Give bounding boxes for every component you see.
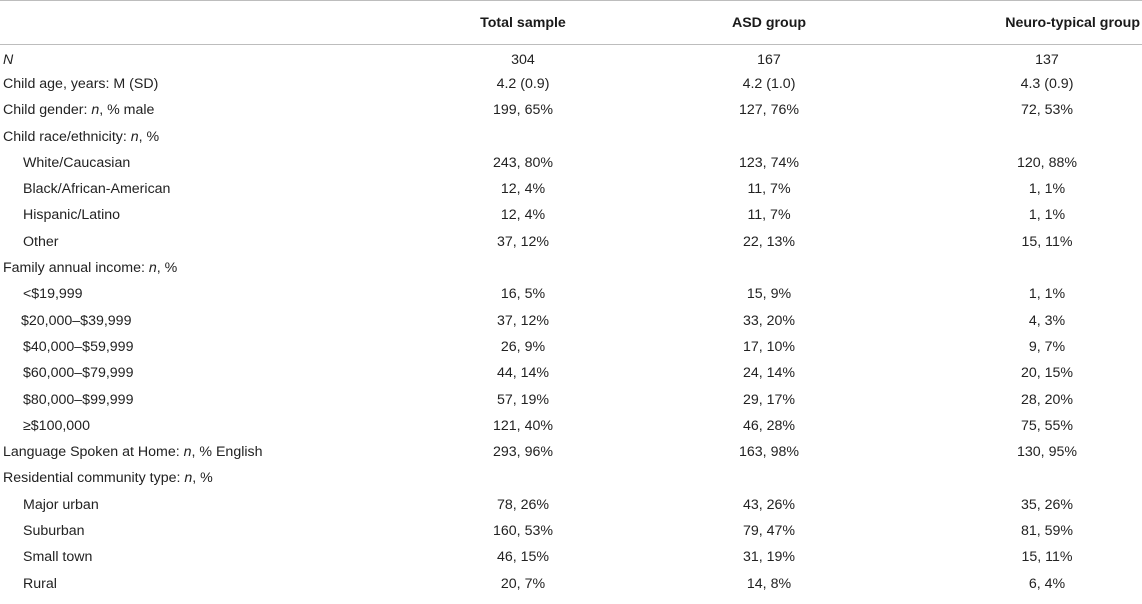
row-label <box>0 123 400 149</box>
table-row <box>0 281 1142 307</box>
row-label <box>0 229 400 255</box>
table-row <box>0 150 1142 176</box>
neurotypical-group-cell: 137 <box>1035 52 1059 69</box>
neurotypical-group-cell: 35, 26% <box>1020 496 1074 513</box>
total-sample-cell: 46, 15% <box>496 549 550 566</box>
table-row <box>0 97 1142 123</box>
neurotypical-group-cell: 28, 20% <box>1020 391 1074 408</box>
row-label-text: White/Caucasian <box>23 154 131 171</box>
asd-group-cell: 127, 76% <box>739 102 799 119</box>
table-row <box>0 360 1142 386</box>
row-label <box>0 97 400 123</box>
table-row <box>0 123 1142 149</box>
neurotypical-group-cell: 15, 11% <box>1021 233 1073 250</box>
total-sample-cell: 26, 9% <box>500 338 546 355</box>
row-label <box>0 360 400 386</box>
total-sample-cell <box>400 465 646 491</box>
row-label-text: ≥$100,000 <box>23 417 90 434</box>
neurotypical-group-cell: 20, 15% <box>1020 365 1074 382</box>
asd-group-cell: 43, 26% <box>742 496 796 513</box>
asd-group-cell <box>646 255 892 281</box>
row-label-text: Black/African-American <box>23 181 171 198</box>
table-row <box>0 71 1142 97</box>
row-label-text: Hispanic/Latino <box>23 207 121 224</box>
asd-group-cell: 11, 7% <box>747 181 791 198</box>
row-label-text: Child gender: <box>3 102 92 119</box>
total-sample-cell: 57, 19% <box>496 391 550 408</box>
table-body <box>0 45 1142 597</box>
row-label-italic: n <box>91 102 100 119</box>
neurotypical-group-cell <box>892 123 1142 149</box>
table-row <box>0 176 1142 202</box>
neurotypical-group-cell: 1, 1% <box>1028 181 1066 198</box>
neurotypical-group-cell <box>892 255 1142 281</box>
table-row <box>0 439 1142 465</box>
total-sample-cell: 4.2 (0.9) <box>496 75 550 92</box>
table-row <box>0 229 1142 255</box>
row-label <box>0 307 400 333</box>
neurotypical-group-cell <box>892 465 1142 491</box>
neurotypical-group-cell: 1, 1% <box>1028 207 1066 224</box>
row-label-text: Family annual income: <box>3 260 149 277</box>
asd-group-cell: 33, 20% <box>742 312 796 329</box>
neurotypical-group-cell: 130, 95% <box>1017 444 1077 461</box>
asd-group-cell: 24, 14% <box>742 365 796 382</box>
asd-group-cell <box>646 465 892 491</box>
total-sample-cell: 37, 12% <box>496 233 550 250</box>
total-sample-cell: 293, 96% <box>493 444 553 461</box>
row-label-text: Rural <box>23 575 57 592</box>
table-header <box>0 1 1142 45</box>
row-label-italic: n <box>148 260 157 277</box>
neurotypical-group-cell: 4, 3% <box>1028 312 1066 329</box>
header-asd-group: ASD group <box>646 1 892 45</box>
neurotypical-group-cell: 6, 4% <box>1028 575 1066 592</box>
row-label-text: Language Spoken at Home: <box>3 444 184 461</box>
neurotypical-group-cell: 75, 55% <box>1020 417 1074 434</box>
row-label-italic: n <box>130 128 139 145</box>
header-row <box>0 1 1142 45</box>
table-row <box>0 492 1142 518</box>
total-sample-cell: 20, 7% <box>500 575 546 592</box>
asd-group-cell <box>646 123 892 149</box>
row-label-suffix: , % <box>192 470 213 487</box>
row-label <box>0 334 400 360</box>
total-sample-cell: 44, 14% <box>496 365 550 382</box>
neurotypical-group-cell: 81, 59% <box>1020 522 1074 539</box>
total-sample-cell: 121, 40% <box>493 417 553 434</box>
row-label <box>0 386 400 412</box>
row-label <box>0 281 400 307</box>
row-label-suffix: , % English <box>191 444 263 461</box>
row-label <box>0 176 400 202</box>
asd-group-cell: 22, 13% <box>742 233 796 250</box>
asd-group-cell: 79, 47% <box>742 522 796 539</box>
total-sample-cell: 160, 53% <box>493 522 553 539</box>
asd-group-cell: 167 <box>757 52 781 69</box>
neurotypical-group-cell: 9, 7% <box>1028 338 1066 355</box>
row-label <box>0 439 400 465</box>
header-blank <box>0 1 400 45</box>
asd-group-cell: 11, 7% <box>747 207 791 224</box>
table-row <box>0 255 1142 281</box>
total-sample-cell: 16, 5% <box>500 286 546 303</box>
row-label <box>0 202 400 228</box>
row-label-text: Major urban <box>23 496 99 513</box>
row-label <box>0 570 400 596</box>
neurotypical-group-cell: 15, 11% <box>1021 549 1073 566</box>
row-label <box>0 71 400 97</box>
row-label-suffix: , % male <box>99 102 155 119</box>
row-label-text: <$19,999 <box>23 286 83 303</box>
table-row <box>0 465 1142 491</box>
asd-group-cell: 123, 74% <box>739 154 799 171</box>
row-label-suffix: , % <box>156 260 178 277</box>
total-sample-cell: 243, 80% <box>493 154 553 171</box>
table-row <box>0 544 1142 570</box>
row-label-text: Child age, years: M (SD) <box>3 75 159 92</box>
row-label-suffix: , % <box>138 128 160 145</box>
total-sample-cell: 37, 12% <box>496 312 550 329</box>
asd-group-cell: 163, 98% <box>739 444 799 461</box>
header-total-sample: Total sample <box>400 1 646 45</box>
table-row <box>0 307 1142 333</box>
row-label-text: Suburban <box>23 522 85 539</box>
asd-group-cell: 17, 10% <box>742 338 796 355</box>
row-label-italic: n <box>184 470 193 487</box>
row-label-text: Small town <box>23 549 93 566</box>
table-row <box>0 413 1142 439</box>
total-sample-cell: 12, 4% <box>500 207 546 224</box>
table-row <box>0 518 1142 544</box>
table-row <box>0 202 1142 228</box>
row-label <box>0 492 400 518</box>
row-label-text: Residential community type: <box>3 470 185 487</box>
row-label-text: Child race/ethnicity: <box>3 128 131 145</box>
row-label-text: $20,000–$39,999 <box>21 312 132 329</box>
row-label <box>0 45 400 71</box>
row-label <box>0 544 400 570</box>
total-sample-cell: 199, 65% <box>493 102 553 119</box>
row-label-text: $60,000–$79,999 <box>23 365 134 382</box>
total-sample-cell: 12, 4% <box>500 181 546 198</box>
row-label-text: $80,000–$99,999 <box>23 391 134 408</box>
table-row <box>0 334 1142 360</box>
row-label <box>0 413 400 439</box>
row-label-text: $40,000–$59,999 <box>23 338 134 355</box>
neurotypical-group-cell: 120, 88% <box>1017 154 1077 171</box>
asd-group-cell: 4.2 (1.0) <box>742 75 796 92</box>
row-label-italic: N <box>3 52 14 69</box>
asd-group-cell: 31, 19% <box>742 549 796 566</box>
row-label-italic: n <box>183 444 192 461</box>
total-sample-cell <box>400 123 646 149</box>
neurotypical-group-cell: 1, 1% <box>1028 286 1066 303</box>
row-label <box>0 150 400 176</box>
table-row <box>0 570 1142 596</box>
table-row <box>0 386 1142 412</box>
header-neurotypical-group: Neuro-typical group <box>892 1 1142 45</box>
row-label <box>0 255 400 281</box>
neurotypical-group-cell: 4.3 (0.9) <box>1020 75 1074 92</box>
row-label <box>0 518 400 544</box>
neurotypical-group-cell: 72, 53% <box>1020 102 1074 119</box>
row-label-text: Other <box>23 233 59 250</box>
asd-group-cell: 29, 17% <box>742 391 796 408</box>
row-label <box>0 465 400 491</box>
total-sample-cell <box>400 255 646 281</box>
total-sample-cell: 78, 26% <box>496 496 550 513</box>
asd-group-cell: 14, 8% <box>746 575 792 592</box>
asd-group-cell: 46, 28% <box>742 417 796 434</box>
asd-group-cell: 15, 9% <box>746 286 792 303</box>
total-sample-cell: 304 <box>511 52 535 69</box>
table-row <box>0 45 1142 71</box>
